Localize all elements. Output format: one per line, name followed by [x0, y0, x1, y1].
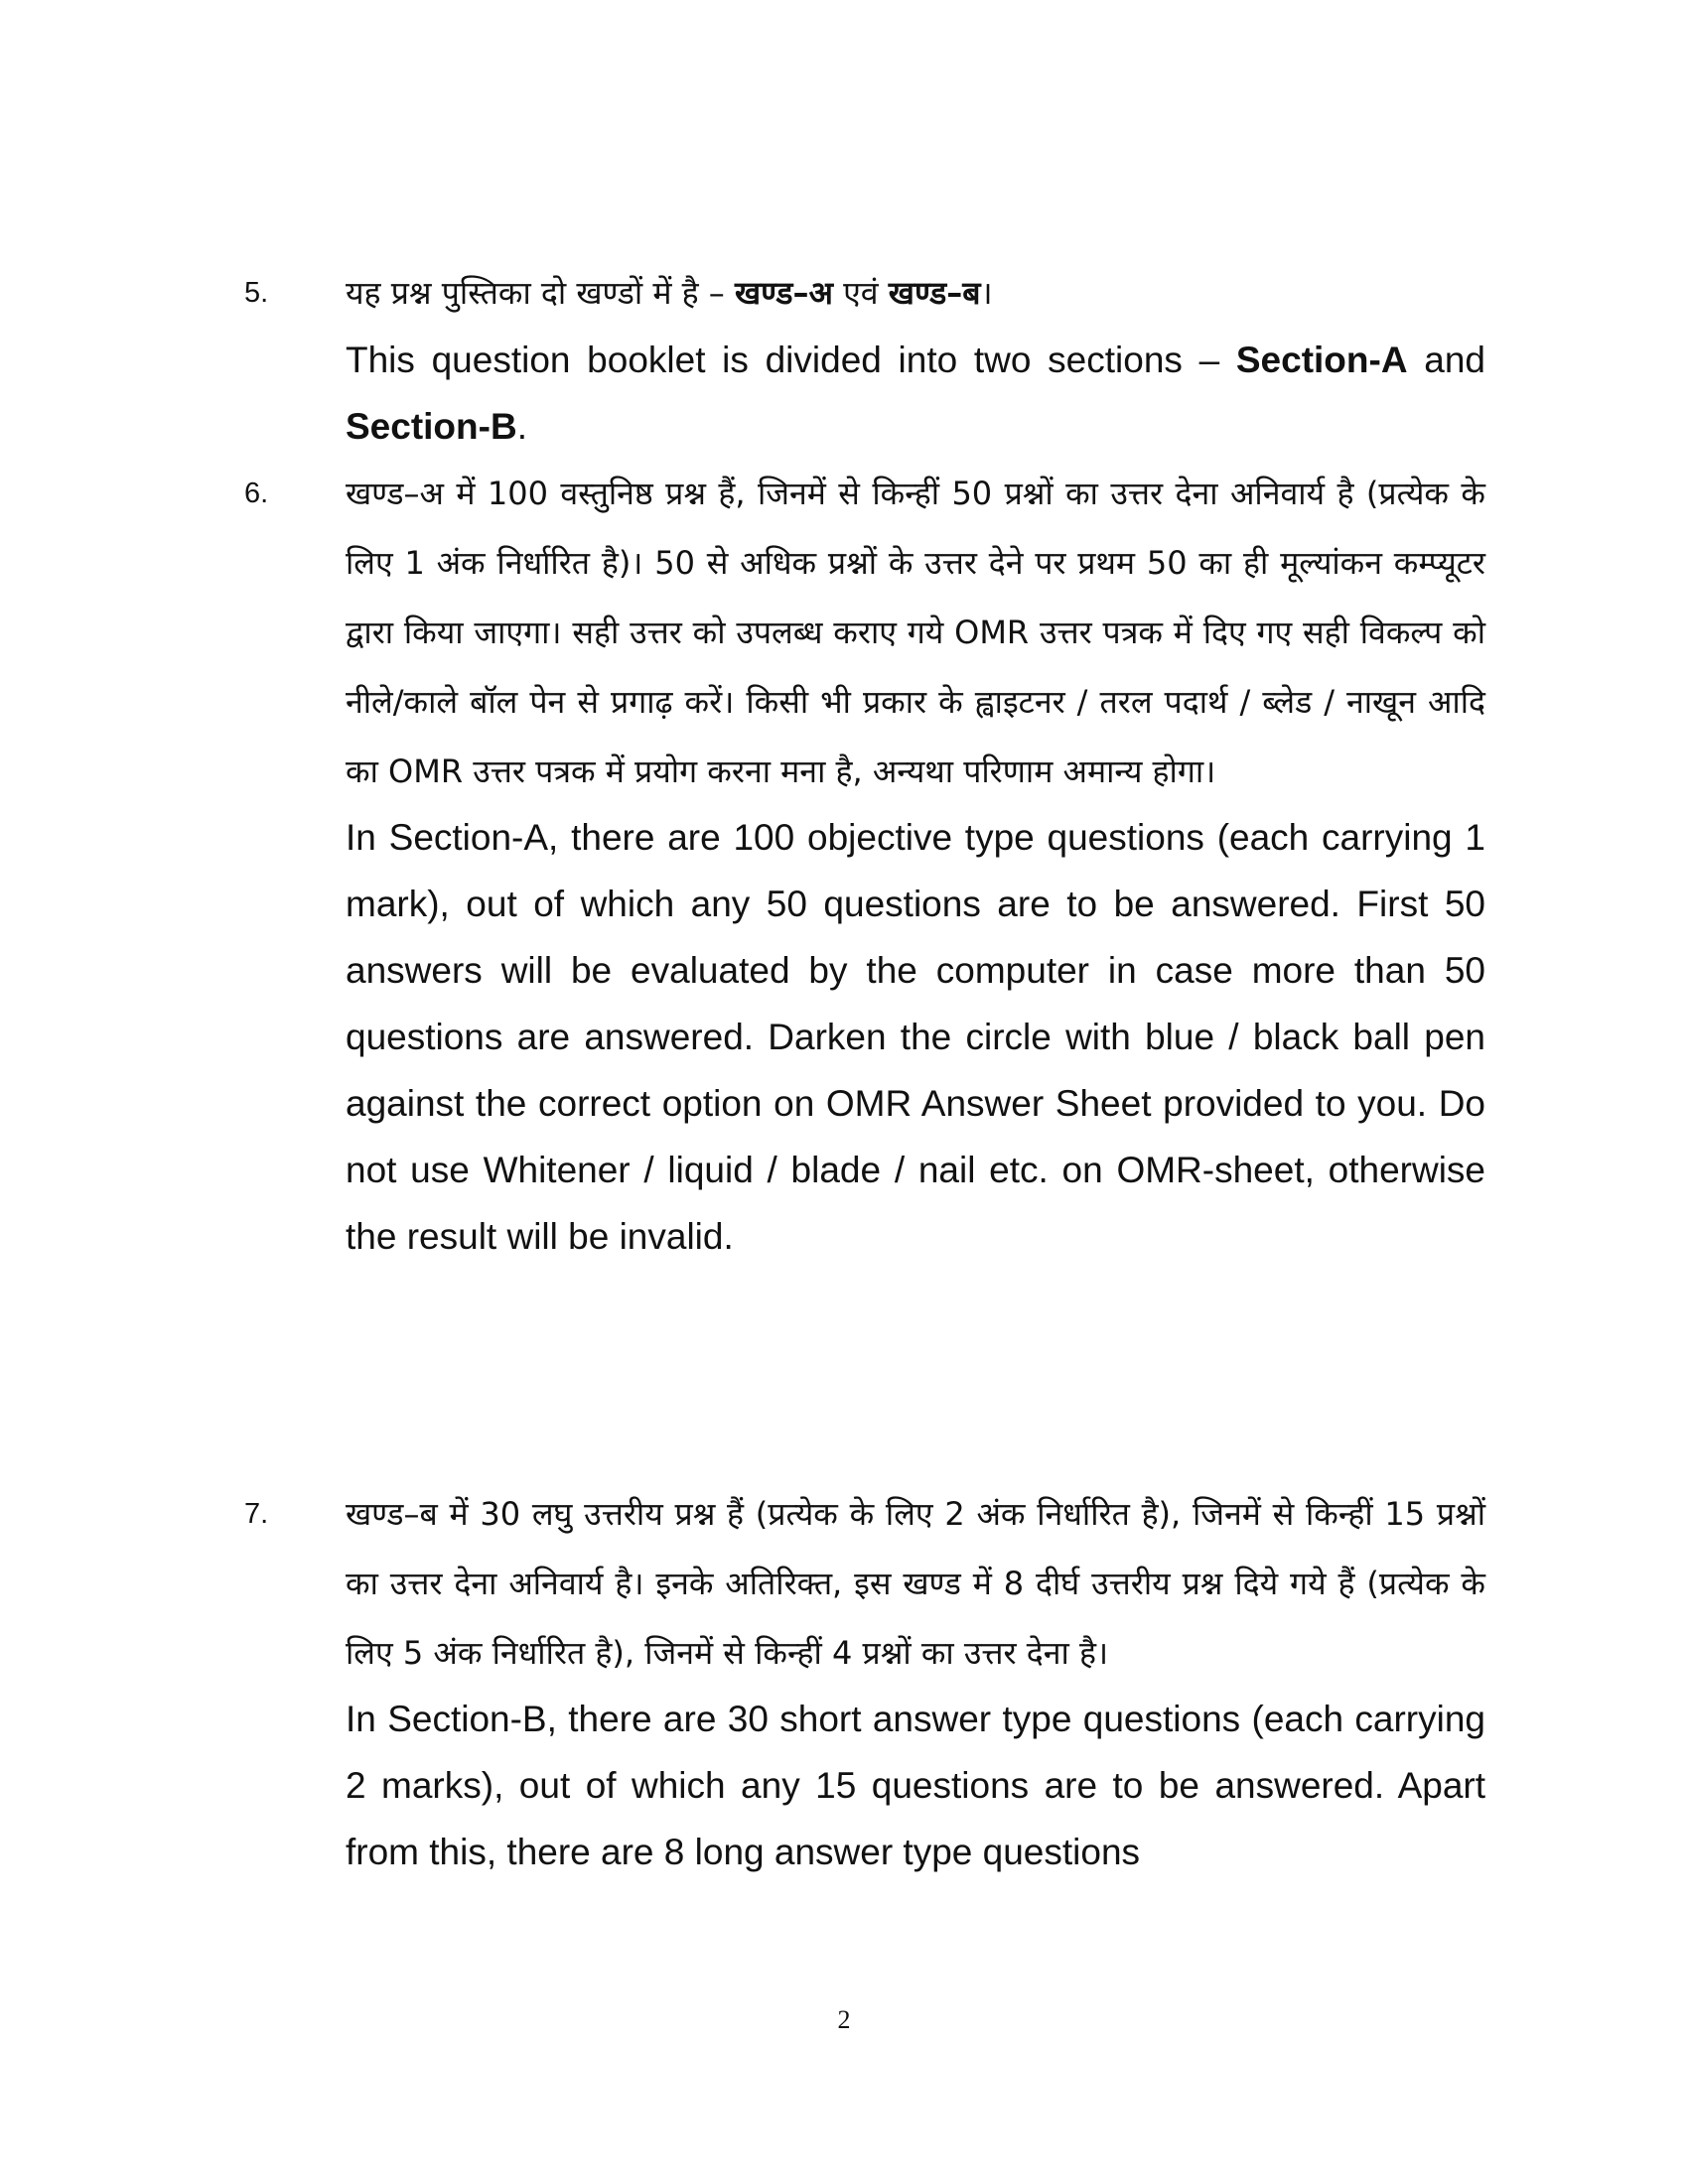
english-text [346, 327, 1485, 460]
hindi-and: एवं [832, 274, 889, 312]
hindi-text [346, 260, 1485, 327]
english-text: In Section-A, there are 100 objective type questions (each carrying 1 mark), out of which any 50 questions are to be answered. First 50 answers will be evaluated by the computer in case more than 50 questions are answered. Darken the circle with blue / black ball pen against the correct option on OMR Answer Sheet provided to you. Do not use Whitener / liquid / blade / nail etc. on OMR-sheet, otherwise the result will be invalid. [346, 817, 1485, 1257]
english-text: In Section-B, there are 30 short answer type questions (each carrying 2 marks), out of which any 15 questions are to be answered. Apart from this, there are 8 long answer type questions [346, 1699, 1485, 1872]
item-number: 7. [244, 1498, 269, 1530]
hindi-section-a: खण्ड–अ [734, 274, 833, 312]
item-body [346, 1479, 1485, 1885]
english-end: . [516, 406, 527, 447]
page-number: 2 [837, 2005, 851, 2034]
item-body [346, 459, 1485, 1270]
hindi-end: । [980, 274, 993, 312]
hindi-section-b: खण्ड–ब [888, 274, 981, 312]
english-section-a: Section-A [1235, 340, 1408, 380]
item-body [346, 260, 1485, 460]
hindi-text: खण्ड–अ में 100 वस्तुनिष्ठ प्रश्न हैं, जिनमें से किन्हीं 50 प्रश्नों का उत्तर देना अनिवार्य है (प्रत्येक के लिए 1 अंक निर्धारित है)। 50 से अधिक प्रश्नों के उत्तर देने पर प्रथम 50 का ही मूल्यांकन कम्प्यूटर द्वारा किया जाएगा। सही उत्तर को उपलब्ध कराए गये OMR उत्तर पत्रक में दिए गए सही विकल्प को नीले/काले बॉल पेन से प्रगाढ़ करें। किसी भी प्रकार के ह्वाइटनर / तरल पदार्थ / ब्लेड / नाखून आदि का OMR उत्तर पत्रक में प्रयोग करना मना है, अन्यथा परिणाम अमान्य होगा। [346, 475, 1485, 790]
english-section-b: Section-B [346, 406, 517, 447]
english-intro: This question booklet is divided into two sections – [346, 340, 1236, 380]
hindi-intro: यह प्रश्न पुस्तिका दो खण्डों में है – [346, 274, 735, 312]
item-number: 6. [244, 478, 269, 509]
english-and: and [1407, 340, 1485, 380]
hindi-text: खण्ड–ब में 30 लघु उत्तरीय प्रश्न हैं (प्रत्येक के लिए 2 अंक निर्धारित है), जिनमें से किन्हीं 15 प्रश्नों का उत्तर देना अनिवार्य है। इनके अतिरिक्त, इस खण्ड में 8 दीर्घ उत्तरीय प्रश्न दिये गये हैं (प्रत्येक के लिए 5 अंक निर्धारित है), जिनमें से किन्हीं 4 प्रश्नों का उत्तर देना है। [346, 1495, 1485, 1672]
item-number: 5. [244, 277, 269, 309]
